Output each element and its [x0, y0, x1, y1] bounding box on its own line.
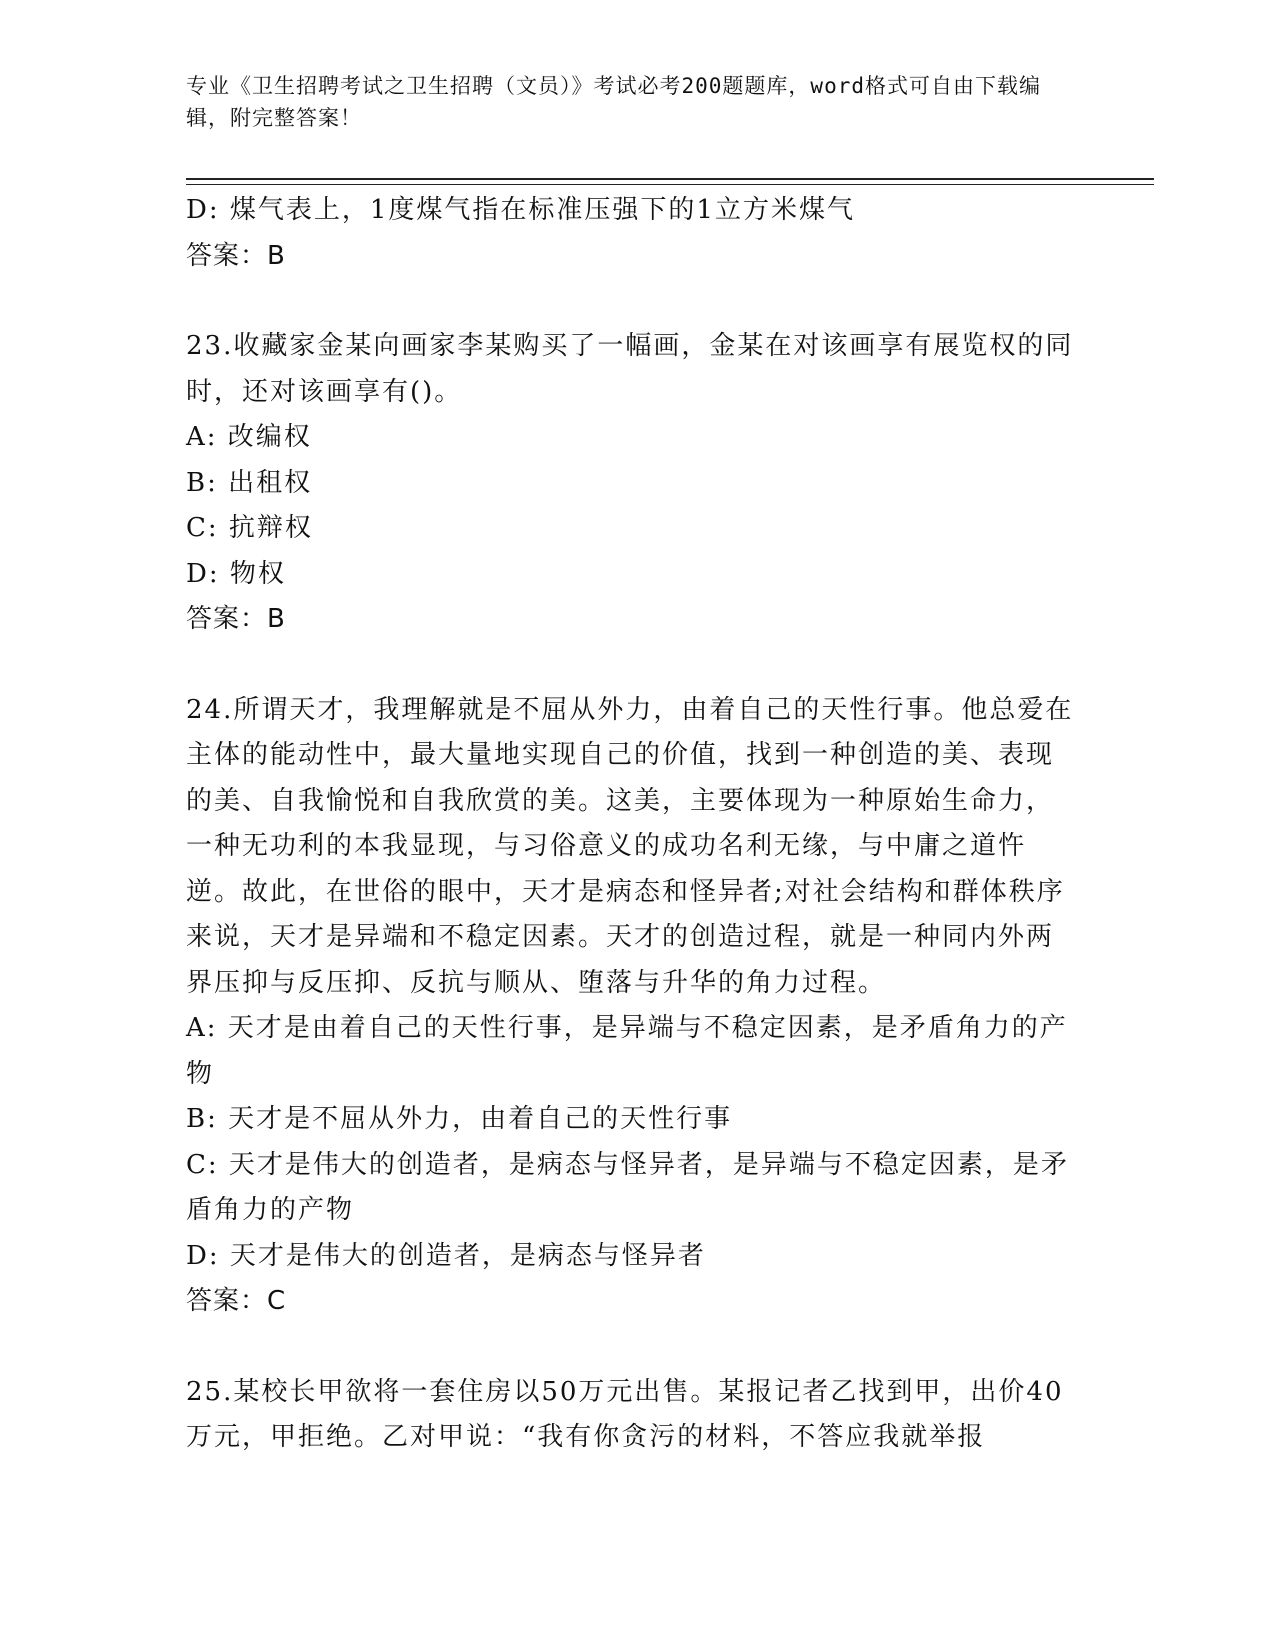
option-d-prev: D: 煤气表上，1度煤气指在标准压强下的1立方米煤气 [186, 195, 855, 225]
document-body [186, 188, 1076, 1461]
header-rule-thick [186, 178, 1154, 180]
option-b: B: 出租权 [186, 467, 313, 498]
option-c: C: 抗辩权 [186, 513, 313, 543]
option-b: B: 天才是不屈从外力，由着自己的天性行事 [186, 1104, 733, 1134]
spacer [186, 1325, 1076, 1370]
question-stem: 24.所谓天才，我理解就是不屈从外力，由着自己的天性行事。他总爱在主体的能动性中，最大量地实现自己的价值，找到一种创造的美、表现的美、自我愉悦和自我欣赏的美。这美，主要体现为一种原始生命力，一种无功利的本我显现，与习俗意义的成功名利无缘，与中庸之道忤逆。故此，在世俗的眼中，天才是病态和怪异者;对社会结构和群体秩序来说，天才是异端和不稳定因素。天才的创造过程，就是一种同内外两界压抑与反压抑、反抗与顺从、堕落与升华的角力过程。 [186, 694, 1074, 998]
spacer [186, 279, 1076, 324]
page-header [186, 70, 1066, 134]
spacer [186, 643, 1076, 688]
option-a: A: 天才是由着自己的天性行事，是异端与不稳定因素，是矛盾角力的产物 [186, 1013, 1068, 1089]
answer: 答案：C [186, 1286, 287, 1316]
option-d: D: 物权 [186, 558, 286, 589]
question-24 [186, 688, 1076, 1325]
answer-prev: 答案：B [186, 240, 286, 271]
header-rule-thin [186, 184, 1154, 185]
option-c: C: 天才是伟大的创造者，是病态与怪异者，是异端与不稳定因素，是矛盾角力的产物 [186, 1149, 1069, 1225]
option-d: D: 天才是伟大的创造者，是病态与怪异者 [186, 1240, 706, 1271]
header-text: 专业《卫生招聘考试之卫生招聘（文员）》考试必考200题题库，word格式可自由下载编辑，附完整答案！ [186, 74, 1041, 130]
option-a: A: 改编权 [186, 422, 312, 452]
question-stem: 25.某校长甲欲将一套住房以50万元出售。某报记者乙找到甲，出价40万元，甲拒绝。乙对甲说：“我有你贪污的材料，不答应我就举报 [186, 1376, 1064, 1452]
question-25 [186, 1370, 1076, 1461]
question-23 [186, 324, 1076, 643]
question-stem: 23.收藏家金某向画家李某购买了一幅画，金某在对该画享有展览权的同时，还对该画享有()。 [186, 331, 1074, 407]
answer: 答案：B [186, 604, 286, 634]
